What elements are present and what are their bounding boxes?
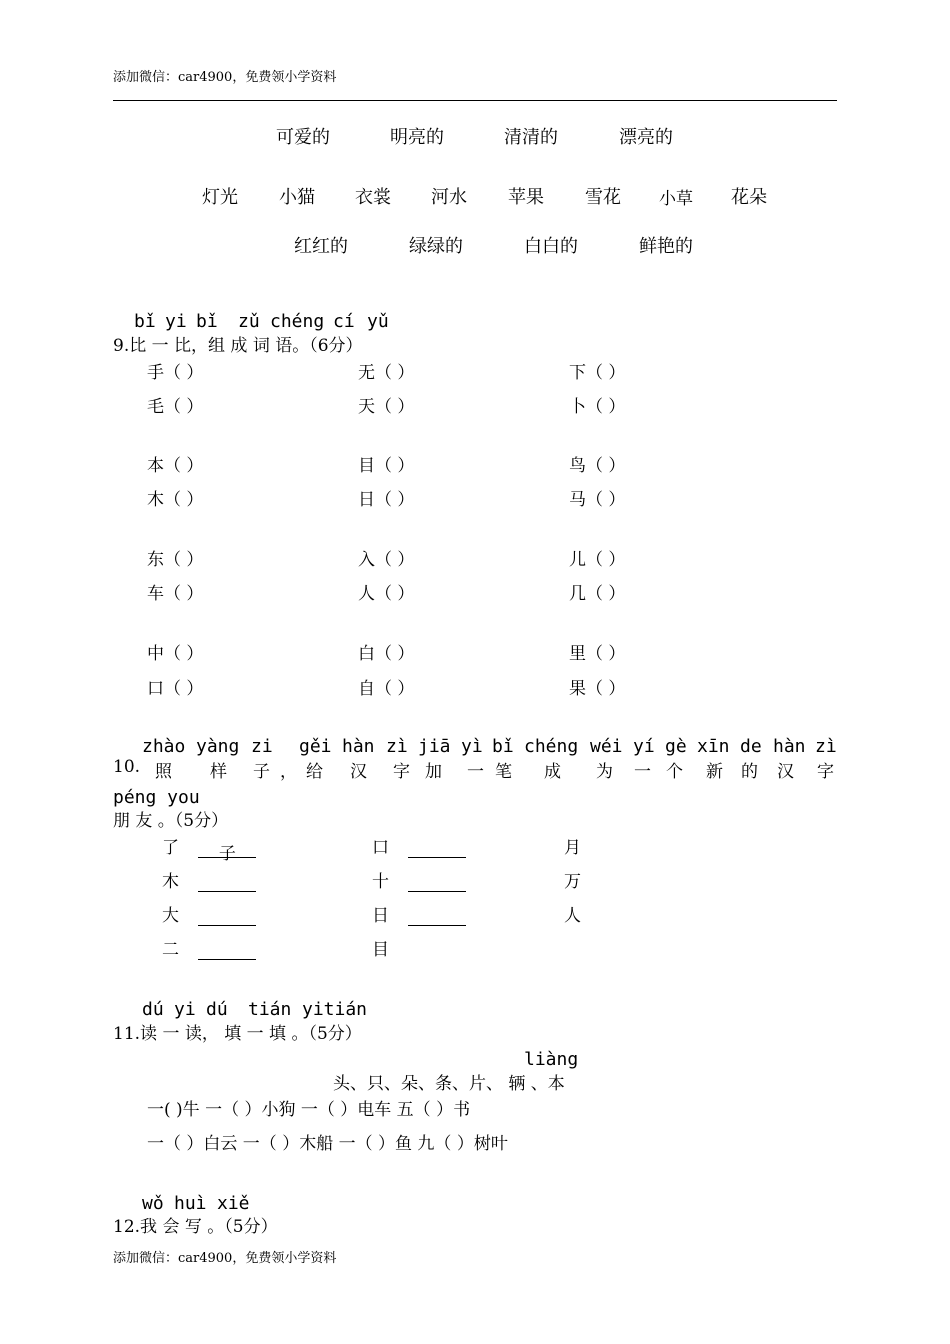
- pinyin: wéi: [590, 736, 623, 757]
- fill-row: 一（ ）白云 一（ ）木船 一（ ）鱼 九（ ）树叶: [147, 1134, 508, 1154]
- fill-row: 一( )牛 一（ ）小狗 一（ ）电车 五（ ）书: [147, 1100, 471, 1120]
- pinyin: gè: [665, 736, 687, 757]
- question-title: 个: [666, 762, 683, 782]
- word-item: 目（ ）: [358, 456, 415, 476]
- word-item: 东（ ）: [147, 550, 204, 570]
- word-item: 人（ ）: [358, 584, 415, 604]
- fill-item: 二: [162, 935, 256, 960]
- word-item: 卜（ ）: [569, 397, 626, 417]
- pinyin: yi: [165, 311, 187, 332]
- header-rule: [113, 100, 837, 101]
- match-word: 白白的: [524, 236, 578, 257]
- question-title: 汉: [777, 762, 794, 782]
- question-title: 照: [155, 762, 172, 782]
- pinyin: yi: [174, 999, 196, 1020]
- answer-blank[interactable]: [198, 941, 256, 960]
- word-item: 自（ ）: [358, 679, 415, 699]
- pinyin: liàng: [524, 1049, 579, 1070]
- question-title: 一: [467, 762, 484, 782]
- pinyin: dú: [206, 999, 228, 1020]
- pinyin: xiě: [217, 1193, 250, 1214]
- word-item: 鸟（ ）: [569, 456, 626, 476]
- question-title: 成: [544, 762, 561, 782]
- pinyin: huì: [174, 1193, 207, 1214]
- word-item: 手（ ）: [147, 363, 204, 383]
- word-item: 毛（ ）: [147, 397, 204, 417]
- word-item: 车（ ）: [147, 584, 204, 604]
- pinyin: yitián: [302, 999, 368, 1020]
- match-word: 河水: [431, 187, 467, 208]
- word-item: 日（ ）: [358, 490, 415, 510]
- question-title: 11.读 一 读， 填 一 填 。（5分）: [113, 1024, 362, 1044]
- match-word: 花朵: [731, 187, 767, 208]
- question-title: 12.我 会 写 。（5分）: [113, 1217, 278, 1237]
- fill-item: 目: [372, 940, 389, 960]
- pinyin: de: [740, 736, 762, 757]
- word-item: 本（ ）: [147, 456, 204, 476]
- word-item: 无（ ）: [358, 363, 415, 383]
- pinyin: hàn: [773, 736, 806, 757]
- question-title: 字: [817, 762, 834, 782]
- pinyin: cí: [333, 311, 355, 332]
- measure-word-bank: 头、只、朵、条、片、 辆 、本: [333, 1074, 565, 1094]
- match-word: 红红的: [294, 236, 348, 257]
- question-title: 的: [741, 762, 758, 782]
- question-title: 新: [706, 762, 723, 782]
- fill-item: 人: [564, 906, 581, 926]
- match-word: 小猫: [279, 187, 315, 208]
- word-item: 几（ ）: [569, 584, 626, 604]
- fill-item: 了 子: [162, 833, 256, 858]
- pinyin: zǔ: [238, 311, 260, 332]
- question-title: 笔: [495, 762, 512, 782]
- pinyin: bǐ: [196, 311, 218, 332]
- fill-item: 月: [564, 838, 581, 858]
- question-title: 子: [253, 762, 270, 782]
- question-title: 9.比 一 比，组 成 词 语。（6分）: [113, 336, 363, 356]
- question-title: 给: [306, 762, 323, 782]
- fill-item: 大: [162, 901, 256, 926]
- page-footer: 添加微信：car4900，免费领小学资料: [113, 1251, 337, 1266]
- word-item: 里（ ）: [569, 644, 626, 664]
- pinyin: dú: [142, 999, 164, 1020]
- pinyin: péng you: [113, 787, 200, 808]
- match-word: 漂亮的: [619, 127, 673, 148]
- match-word: 清清的: [504, 127, 558, 148]
- fill-item: 木: [162, 867, 256, 892]
- pinyin: wǒ: [142, 1193, 164, 1214]
- word-item: 白（ ）: [358, 644, 415, 664]
- word-item: 中（ ）: [147, 644, 204, 664]
- match-word: 衣裳: [355, 187, 391, 208]
- pinyin: yǔ: [367, 311, 389, 332]
- fill-item: 口: [372, 833, 466, 858]
- word-item: 口（ ）: [147, 679, 204, 699]
- pinyin: hàn: [342, 736, 375, 757]
- pinyin: zì: [815, 736, 837, 757]
- word-item: 儿（ ）: [569, 550, 626, 570]
- pinyin: tián: [248, 999, 292, 1020]
- pinyin: yí: [633, 736, 655, 757]
- question-title: 一: [634, 762, 651, 782]
- match-word: 小草: [659, 189, 693, 209]
- answer-blank[interactable]: 子: [198, 839, 256, 858]
- question-title: 加: [425, 762, 442, 782]
- pinyin: yì: [461, 736, 483, 757]
- answer-blank[interactable]: [408, 907, 466, 926]
- match-word: 明亮的: [390, 127, 444, 148]
- word-item: 马（ ）: [569, 490, 626, 510]
- pinyin: chéng: [524, 736, 579, 757]
- question-title: ，: [280, 762, 297, 782]
- question-title: 汉: [350, 762, 367, 782]
- match-word: 鲜艳的: [639, 236, 693, 257]
- pinyin: bǐ: [134, 311, 156, 332]
- answer-blank[interactable]: [198, 873, 256, 892]
- pinyin: gěi: [299, 736, 332, 757]
- fill-item: 十: [372, 867, 466, 892]
- match-word: 可爱的: [276, 127, 330, 148]
- word-item: 下（ ）: [569, 363, 626, 383]
- pinyin: bǐ: [492, 736, 514, 757]
- pinyin: zì: [386, 736, 408, 757]
- pinyin: chéng: [270, 311, 325, 332]
- question-title: 样: [210, 762, 227, 782]
- question-title: 为: [596, 762, 613, 782]
- match-word: 灯光: [202, 187, 238, 208]
- match-word: 绿绿的: [409, 236, 463, 257]
- answer-blank[interactable]: [408, 839, 466, 858]
- page-header: 添加微信：car4900，免费领小学资料: [113, 70, 337, 85]
- word-item: 木（ ）: [147, 490, 204, 510]
- word-item: 果（ ）: [569, 679, 626, 699]
- fill-item: 日: [372, 901, 466, 926]
- answer-blank[interactable]: [198, 907, 256, 926]
- match-word: 雪花: [585, 187, 621, 208]
- question-title: 字: [393, 762, 410, 782]
- question-title: 10.: [113, 757, 141, 777]
- pinyin: jiā: [418, 736, 451, 757]
- pinyin: zhào: [142, 736, 186, 757]
- pinyin: zi: [251, 736, 273, 757]
- fill-item: 万: [564, 872, 581, 892]
- word-item: 入（ ）: [358, 550, 415, 570]
- match-word: 苹果: [508, 187, 544, 208]
- answer-blank[interactable]: [408, 873, 466, 892]
- pinyin: yàng: [196, 736, 240, 757]
- word-item: 天（ ）: [358, 397, 415, 417]
- question-title: 朋 友 。（5分）: [113, 811, 229, 831]
- pinyin: xīn: [697, 736, 730, 757]
